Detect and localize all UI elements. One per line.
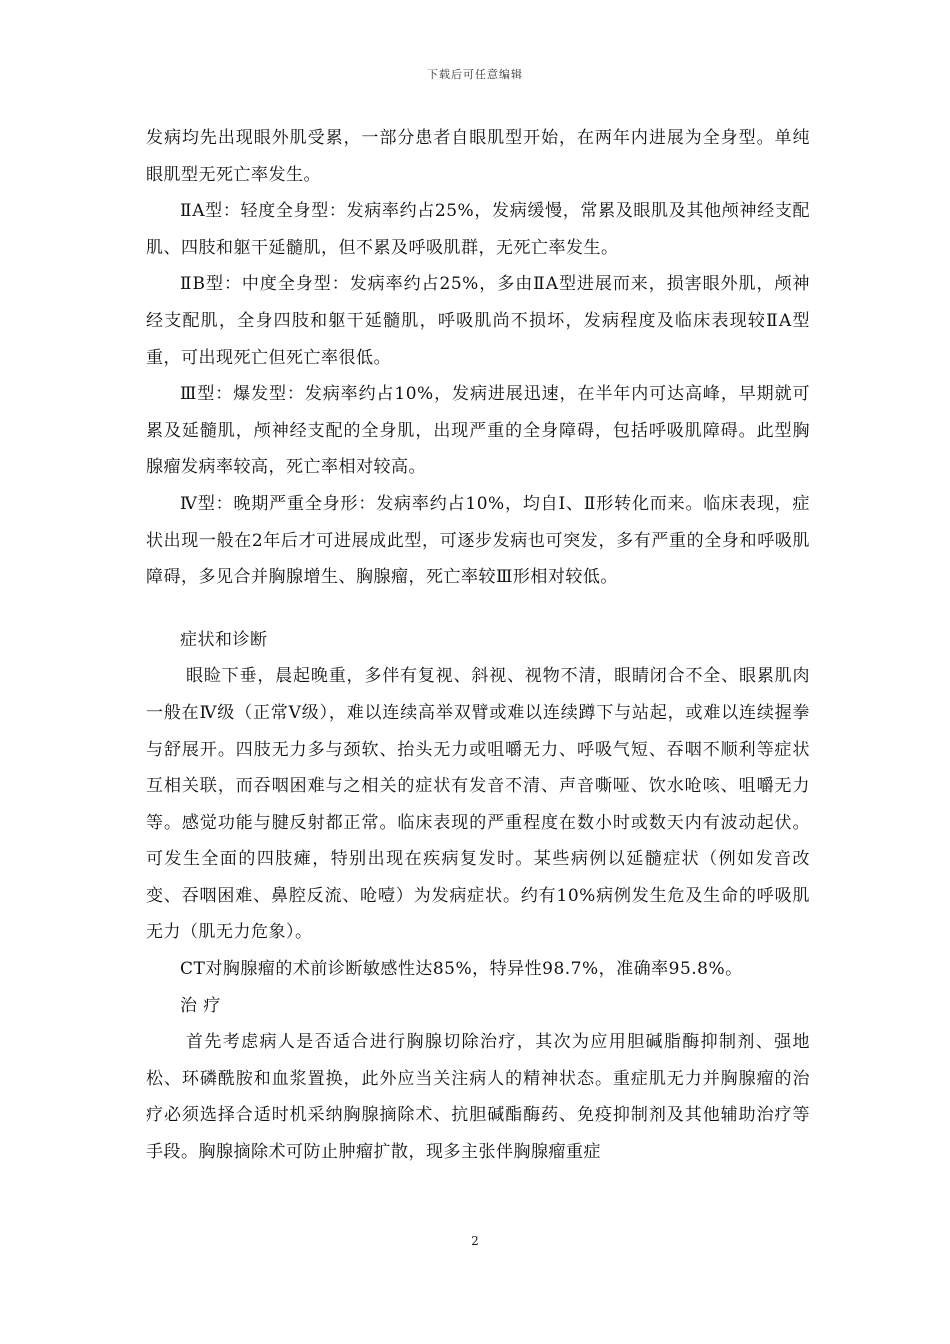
heading-symptoms-diagnosis: 症状和诊断 [180,629,268,650]
section-spacer [146,596,810,622]
paragraph-type-2a: ⅡA型：轻度全身型：发病率约占25%，发病缓慢，常累及眼肌及其他颅神经支配肌、四肢和躯干延髓肌，但不累及呼吸肌群，无死亡率发生。 [146,201,810,258]
paragraph-type-4: Ⅳ型：晚期严重全身形：发病率约占10%，均自Ⅰ、Ⅱ形转化而来。临床表现，症状出现一般在2年后才可进展成此型，可逐步发病也可突发，多有严重的全身和呼吸肌障碍，多见合并胸腺增生、胸腺瘤，死亡率较Ⅲ形相对较低。 [146,493,810,588]
paragraph-treatment: 首先考虑病人是否适合进行胸腺切除治疗，其次为应用胆碱脂酶抑制剂、强地松、环磷酰胺和血浆置换，此外应当关注病人的精神状态。重症肌无力并胸腺瘤的治疗必须选择合适时机采纳胸腺摘除术、抗胆碱酯酶药、免疫抑制剂及其他辅助治疗等手段。胸腺摘除术可防止肿瘤扩散，现多主张伴胸腺瘤重症 [146,1032,810,1163]
paragraph-symptoms: 眼睑下垂，晨起晚重，多伴有复视、斜视、视物不清，眼睛闭合不全、眼累肌肉一般在Ⅳ级（正常Ⅴ级），难以连续高举双臂或难以连续蹲下与站起，或难以连续握拳与舒展开。四肢无力多与颈软、抬头无力或咀嚼无力、呼吸气短、吞咽不顺利等症状互相关联，而吞咽困难与之相关的症状有发音不清、声音嘶哑、饮水呛咳、咀嚼无力等。感觉功能与腱反射都正常。临床表现的严重程度在数小时或数天内有波动起伏。可发生全面的四肢瘫，特别出现在疾病复发时。某些病例以延髓症状（例如发音改变、吞咽困难、鼻腔反流、呛噎）为发病症状。约有10%病例发生危及生命的呼吸肌无力（肌无力危象）。 [146,666,810,943]
page-header: 下载后可任意编辑 [427,68,523,81]
heading-treatment: 治 疗 [180,995,221,1016]
paragraph-type-2b: ⅡB型：中度全身型：发病率约占25%，多由ⅡA型进展而来，损害眼外肌，颅神经支配肌，全身四肢和躯干延髓肌，呼吸肌尚不损坏，发病程度及临床表现较ⅡA型重，可出现死亡但死亡率很低。 [146,274,810,368]
paragraph-ocular-type: 发病均先出现眼外肌受累，一部分患者自眼肌型开始，在两年内进展为全身型。单纯眼肌型无死亡率发生。 [146,128,810,185]
paragraph-type-3: Ⅲ型：爆发型：发病率约占10%，发病进展迅速，在半年内可达高峰，早期就可累及延髓肌，颅神经支配的全身肌，出现严重的全身障碍，包括呼吸肌障碍。此型胸腺瘤发病率较高，死亡率相对较高。 [146,384,810,478]
paragraph-ct-diagnosis: CT对胸腺瘤的术前诊断敏感性达85%，特异性98.7%，准确率95.8%。 [180,959,743,980]
page-number: 2 [471,1234,479,1248]
document-body [146,120,810,1171]
